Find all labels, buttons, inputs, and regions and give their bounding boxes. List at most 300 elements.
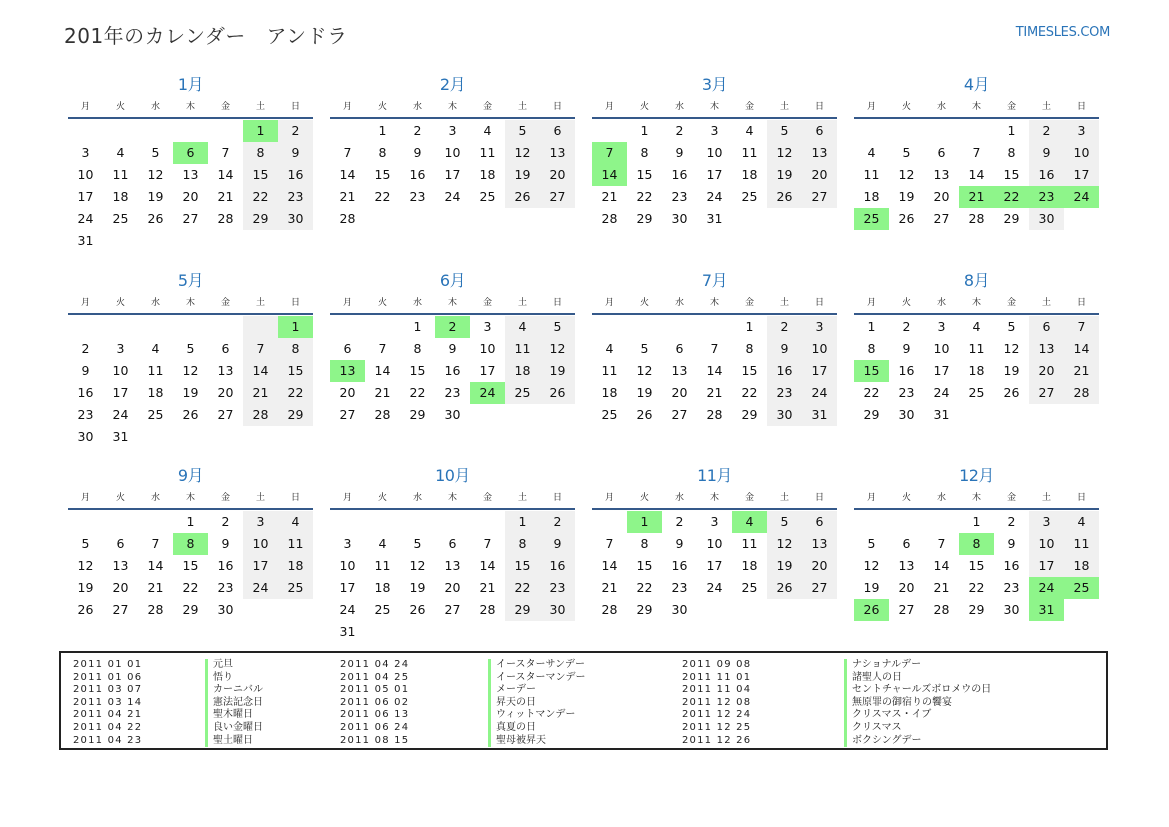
day-cell: 5 — [505, 120, 540, 142]
weekday-label: 金 — [482, 493, 492, 503]
holiday-date: 2011 04 22 — [73, 721, 143, 733]
day-cell: 4 — [745, 123, 754, 138]
weekday-label: 木 — [709, 298, 719, 308]
weekday-label: 水 — [150, 493, 160, 503]
day-cell: 1 — [627, 511, 662, 533]
day-cell: 14 — [217, 167, 234, 182]
day-cell: 2 — [1007, 514, 1016, 529]
day-cell: 26 — [540, 382, 575, 404]
day-cell: 12 — [182, 363, 199, 378]
empty-day-cell — [68, 511, 103, 533]
day-cell: 3 — [448, 123, 457, 138]
day-cell: 26 — [182, 407, 199, 422]
empty-day-cell — [68, 120, 103, 142]
day-cell: 31 — [933, 407, 950, 422]
weekday-label: 水 — [936, 298, 946, 308]
day-cell: 23 — [278, 186, 313, 208]
day-cell: 16 — [409, 167, 426, 182]
weekday-label: 土 — [1041, 493, 1051, 503]
day-cell: 27 — [540, 186, 575, 208]
day-cell: 18 — [479, 167, 496, 182]
weekday-label: 木 — [709, 493, 719, 503]
day-cell: 17 — [706, 558, 723, 573]
day-cell: 13 — [671, 363, 688, 378]
holiday-date: 2011 03 07 — [73, 684, 143, 696]
day-cell: 19 — [863, 580, 880, 595]
day-cell: 27 — [339, 407, 356, 422]
day-cell: 16 — [1003, 558, 1020, 573]
day-cell: 15 — [636, 167, 653, 182]
day-cell: 3 — [1064, 120, 1099, 142]
day-cell: 15 — [968, 558, 985, 573]
empty-day-cell — [697, 316, 732, 338]
empty-day-cell — [330, 511, 365, 533]
day-cell: 31 — [706, 211, 723, 226]
day-cell: 18 — [112, 189, 129, 204]
empty-day-cell — [889, 120, 924, 142]
holiday-date: 2011 06 02 — [340, 696, 410, 708]
day-cell: 22 — [741, 385, 758, 400]
day-cell: 6 — [343, 341, 352, 356]
weekday-header — [68, 489, 313, 510]
day-cell: 14 — [1064, 338, 1099, 360]
day-cell: 3 — [116, 341, 125, 356]
holiday-date: 2011 12 24 — [682, 709, 752, 721]
weekday-label: 日 — [290, 298, 300, 308]
holiday-date: 2011 11 01 — [682, 671, 752, 683]
weekday-label: 日 — [552, 102, 562, 112]
day-cell: 27 — [112, 602, 129, 617]
empty-day-cell — [330, 120, 365, 142]
day-cell: 30 — [1003, 602, 1020, 617]
holiday-name: 真夏の日 — [488, 722, 586, 735]
day-cell: 22 — [409, 385, 426, 400]
day-cell: 24 — [802, 382, 837, 404]
day-cell: 20 — [339, 385, 356, 400]
day-cell: 22 — [182, 580, 199, 595]
day-cell: 9 — [540, 533, 575, 555]
day-grid — [68, 120, 313, 252]
day-cell: 10 — [339, 558, 356, 573]
weekday-label: 金 — [744, 102, 754, 112]
day-cell: 26 — [767, 577, 802, 599]
day-cell: 16 — [767, 360, 802, 382]
weekday-label: 水 — [674, 298, 684, 308]
day-grid — [330, 120, 575, 230]
month-title: 7月 — [701, 271, 728, 290]
day-cell: 30 — [898, 407, 915, 422]
weekday-label: 木 — [447, 298, 457, 308]
day-cell: 17 — [243, 555, 278, 577]
weekday-label: 火 — [377, 298, 387, 308]
day-cell: 13 — [1029, 338, 1064, 360]
day-cell: 12 — [1003, 341, 1020, 356]
day-cell: 1 — [278, 316, 313, 338]
day-cell: 23 — [671, 580, 688, 595]
day-cell: 7 — [605, 536, 614, 551]
day-cell: 12 — [409, 558, 426, 573]
day-cell: 20 — [671, 385, 688, 400]
day-cell: 23 — [898, 385, 915, 400]
day-cell: 13 — [898, 558, 915, 573]
day-cell: 11 — [374, 558, 391, 573]
holiday-date-column — [682, 659, 751, 747]
day-cell: 9 — [1029, 142, 1064, 164]
day-cell: 11 — [863, 167, 880, 182]
holiday-name: ウィットマンデー — [488, 709, 586, 722]
day-cell: 7 — [151, 536, 160, 551]
day-cell: 1 — [505, 511, 540, 533]
day-cell: 23 — [77, 407, 94, 422]
day-cell: 15 — [741, 363, 758, 378]
day-cell: 6 — [540, 120, 575, 142]
day-cell: 5 — [640, 341, 649, 356]
day-cell: 16 — [217, 558, 234, 573]
day-cell: 27 — [1029, 382, 1064, 404]
day-cell: 30 — [671, 211, 688, 226]
site-link[interactable]: TIMESLES.COM — [1015, 25, 1110, 40]
day-cell: 23 — [671, 189, 688, 204]
day-cell: 29 — [968, 602, 985, 617]
weekday-label: 火 — [115, 493, 125, 503]
day-cell: 9 — [675, 536, 684, 551]
day-cell: 7 — [710, 341, 719, 356]
weekday-label: 金 — [1006, 102, 1016, 112]
day-cell: 5 — [413, 536, 422, 551]
month-title: 3月 — [701, 75, 728, 94]
day-cell: 4 — [483, 123, 492, 138]
empty-day-cell — [138, 511, 173, 533]
holiday-name: 聖母被昇天 — [488, 735, 586, 748]
empty-day-cell — [854, 511, 889, 533]
day-cell: 20 — [182, 189, 199, 204]
day-cell: 9 — [902, 341, 911, 356]
month-title: 10月 — [435, 466, 470, 485]
day-cell: 30 — [540, 599, 575, 621]
day-cell: 5 — [540, 316, 575, 338]
month-calendar — [330, 72, 575, 230]
day-cell: 5 — [186, 341, 195, 356]
weekday-label: 日 — [1076, 102, 1086, 112]
weekday-label: 月 — [342, 102, 352, 112]
day-cell: 14 — [243, 360, 278, 382]
day-grid — [854, 120, 1099, 230]
day-cell: 8 — [959, 533, 994, 555]
day-cell: 18 — [968, 363, 985, 378]
day-cell: 3 — [81, 145, 90, 160]
day-cell: 30 — [1029, 208, 1064, 230]
day-cell: 2 — [902, 319, 911, 334]
weekday-label: 火 — [901, 298, 911, 308]
day-cell: 16 — [671, 167, 688, 182]
day-cell: 4 — [867, 145, 876, 160]
day-cell: 17 — [1064, 164, 1099, 186]
day-cell: 30 — [278, 208, 313, 230]
day-cell: 22 — [968, 580, 985, 595]
day-cell: 10 — [1064, 142, 1099, 164]
day-cell: 16 — [898, 363, 915, 378]
day-cell: 6 — [937, 145, 946, 160]
day-cell: 28 — [243, 404, 278, 426]
weekday-label: 火 — [901, 102, 911, 112]
day-cell: 29 — [505, 599, 540, 621]
day-cell: 7 — [243, 338, 278, 360]
empty-day-cell — [208, 120, 243, 142]
day-cell: 23 — [409, 189, 426, 204]
day-cell: 30 — [77, 429, 94, 444]
day-cell: 21 — [933, 580, 950, 595]
day-cell: 18 — [741, 167, 758, 182]
day-cell: 26 — [898, 211, 915, 226]
weekday-label: 月 — [604, 298, 614, 308]
weekday-header — [592, 98, 837, 119]
day-cell: 17 — [706, 167, 723, 182]
day-cell: 1 — [413, 319, 422, 334]
holiday-date: 2011 12 26 — [682, 734, 752, 746]
day-cell: 27 — [898, 602, 915, 617]
day-cell: 17 — [444, 167, 461, 182]
weekday-label: 水 — [674, 493, 684, 503]
day-cell: 7 — [972, 145, 981, 160]
day-cell: 25 — [112, 211, 129, 226]
day-cell: 26 — [77, 602, 94, 617]
weekday-label: 木 — [971, 493, 981, 503]
weekday-header — [330, 98, 575, 119]
weekday-label: 木 — [971, 102, 981, 112]
holiday-name: クリスマス — [844, 722, 991, 735]
weekday-label: 土 — [255, 102, 265, 112]
day-cell: 20 — [112, 580, 129, 595]
day-cell: 20 — [802, 164, 837, 186]
day-cell: 3 — [343, 536, 352, 551]
day-cell: 17 — [933, 363, 950, 378]
holiday-date: 2011 01 01 — [73, 659, 143, 670]
day-cell: 21 — [243, 382, 278, 404]
weekday-label: 土 — [779, 298, 789, 308]
month-title: 4月 — [963, 75, 990, 94]
day-cell: 26 — [409, 602, 426, 617]
month-calendar — [854, 463, 1099, 621]
day-cell: 9 — [448, 341, 457, 356]
weekday-label: 金 — [220, 298, 230, 308]
day-cell: 3 — [710, 123, 719, 138]
day-cell: 10 — [243, 533, 278, 555]
holiday-date: 2011 12 25 — [682, 721, 752, 733]
day-cell: 8 — [243, 142, 278, 164]
day-cell: 27 — [217, 407, 234, 422]
empty-day-cell — [103, 120, 138, 142]
weekday-label: 木 — [971, 298, 981, 308]
day-cell: 28 — [706, 407, 723, 422]
day-cell: 1 — [186, 514, 195, 529]
weekday-label: 水 — [936, 493, 946, 503]
day-cell: 13 — [444, 558, 461, 573]
day-cell: 30 — [671, 602, 688, 617]
day-cell: 5 — [1007, 319, 1016, 334]
day-cell: 23 — [540, 577, 575, 599]
day-cell: 26 — [1003, 385, 1020, 400]
month-title: 6月 — [439, 271, 466, 290]
day-cell: 26 — [854, 599, 889, 621]
day-cell: 21 — [601, 189, 618, 204]
day-cell: 24 — [706, 189, 723, 204]
holiday-date: 2011 04 21 — [73, 709, 143, 721]
weekday-label: 水 — [412, 298, 422, 308]
day-cell: 14 — [374, 363, 391, 378]
day-cell: 12 — [147, 167, 164, 182]
weekday-label: 日 — [814, 493, 824, 503]
month-calendar — [68, 72, 313, 252]
day-cell: 15 — [409, 363, 426, 378]
weekday-label: 月 — [342, 298, 352, 308]
day-cell: 3 — [483, 319, 492, 334]
weekday-label: 月 — [342, 493, 352, 503]
month-calendar — [330, 463, 575, 643]
day-cell: 5 — [902, 145, 911, 160]
day-cell: 14 — [601, 558, 618, 573]
day-cell: 29 — [741, 407, 758, 422]
day-cell: 22 — [243, 186, 278, 208]
day-cell: 24 — [243, 577, 278, 599]
empty-day-cell — [924, 511, 959, 533]
day-cell: 7 — [483, 536, 492, 551]
day-cell: 14 — [592, 164, 627, 186]
empty-day-cell — [365, 316, 400, 338]
month-calendar — [68, 463, 313, 621]
day-cell: 17 — [112, 385, 129, 400]
day-cell: 10 — [802, 338, 837, 360]
day-cell: 7 — [592, 142, 627, 164]
day-cell: 8 — [505, 533, 540, 555]
day-cell: 10 — [706, 536, 723, 551]
month-title: 12月 — [959, 466, 994, 485]
day-cell: 8 — [1007, 145, 1016, 160]
month-title: 1月 — [177, 75, 204, 94]
weekday-label: 土 — [779, 493, 789, 503]
day-cell: 9 — [413, 145, 422, 160]
day-cell: 27 — [444, 602, 461, 617]
empty-day-cell — [627, 316, 662, 338]
day-cell: 11 — [278, 533, 313, 555]
month-calendar — [854, 72, 1099, 230]
day-cell: 8 — [745, 341, 754, 356]
day-cell: 22 — [278, 382, 313, 404]
day-cell: 19 — [1003, 363, 1020, 378]
weekday-label: 土 — [1041, 102, 1051, 112]
weekday-label: 金 — [744, 493, 754, 503]
day-cell: 20 — [898, 580, 915, 595]
empty-day-cell — [138, 316, 173, 338]
day-cell: 6 — [675, 341, 684, 356]
empty-day-cell — [592, 316, 627, 338]
page-title: 201年のカレンダー アンドラ — [64, 24, 348, 48]
day-cell: 6 — [221, 341, 230, 356]
day-cell: 21 — [339, 189, 356, 204]
day-cell: 31 — [802, 404, 837, 426]
day-cell: 1 — [640, 123, 649, 138]
day-cell: 4 — [1064, 511, 1099, 533]
day-cell: 6 — [802, 120, 837, 142]
day-cell: 13 — [802, 533, 837, 555]
empty-day-cell — [662, 316, 697, 338]
day-cell: 5 — [767, 511, 802, 533]
empty-day-cell — [138, 120, 173, 142]
day-cell: 6 — [173, 142, 208, 164]
day-cell: 25 — [601, 407, 618, 422]
empty-day-cell — [592, 120, 627, 142]
empty-day-cell — [365, 511, 400, 533]
weekday-label: 月 — [866, 493, 876, 503]
day-cell: 28 — [933, 602, 950, 617]
holiday-name-column — [205, 659, 263, 747]
day-cell: 29 — [409, 407, 426, 422]
day-cell: 2 — [767, 316, 802, 338]
day-cell: 12 — [863, 558, 880, 573]
day-cell: 29 — [863, 407, 880, 422]
day-cell: 3 — [802, 316, 837, 338]
day-cell: 24 — [1029, 577, 1064, 599]
day-cell: 30 — [217, 602, 234, 617]
day-cell: 4 — [151, 341, 160, 356]
day-cell: 15 — [505, 555, 540, 577]
day-cell: 29 — [278, 404, 313, 426]
day-cell: 19 — [636, 385, 653, 400]
day-cell: 20 — [1029, 360, 1064, 382]
day-cell: 18 — [601, 385, 618, 400]
weekday-label: 金 — [482, 298, 492, 308]
holiday-name: メーデー — [488, 684, 586, 697]
day-cell: 17 — [802, 360, 837, 382]
holiday-date: 2011 06 24 — [340, 721, 410, 733]
day-cell: 3 — [243, 511, 278, 533]
day-cell: 23 — [1029, 186, 1064, 208]
weekday-label: 日 — [552, 493, 562, 503]
day-cell: 2 — [675, 123, 684, 138]
day-cell: 6 — [116, 536, 125, 551]
day-cell: 26 — [636, 407, 653, 422]
day-cell: 30 — [444, 407, 461, 422]
day-cell: 15 — [854, 360, 889, 382]
day-cell: 9 — [1007, 536, 1016, 551]
day-cell: 11 — [505, 338, 540, 360]
day-cell: 8 — [867, 341, 876, 356]
day-grid — [854, 511, 1099, 621]
month-calendar — [592, 268, 837, 426]
weekday-header — [854, 98, 1099, 119]
day-cell: 13 — [933, 167, 950, 182]
day-grid — [854, 316, 1099, 426]
day-cell: 11 — [741, 536, 758, 551]
day-cell: 19 — [147, 189, 164, 204]
weekday-label: 金 — [220, 493, 230, 503]
holiday-name: ナショナルデー — [844, 659, 991, 672]
day-cell: 12 — [540, 338, 575, 360]
day-cell: 24 — [444, 189, 461, 204]
holiday-date: 2011 03 14 — [73, 696, 143, 708]
day-cell: 22 — [374, 189, 391, 204]
day-cell: 9 — [767, 338, 802, 360]
day-cell: 27 — [671, 407, 688, 422]
day-cell: 19 — [767, 164, 802, 186]
holiday-name: 悟り — [205, 672, 263, 685]
weekday-label: 火 — [901, 493, 911, 503]
day-cell: 4 — [278, 511, 313, 533]
day-cell: 14 — [968, 167, 985, 182]
day-cell: 7 — [343, 145, 352, 160]
day-grid — [592, 120, 837, 230]
day-cell: 16 — [1029, 164, 1064, 186]
weekday-label: 土 — [517, 493, 527, 503]
